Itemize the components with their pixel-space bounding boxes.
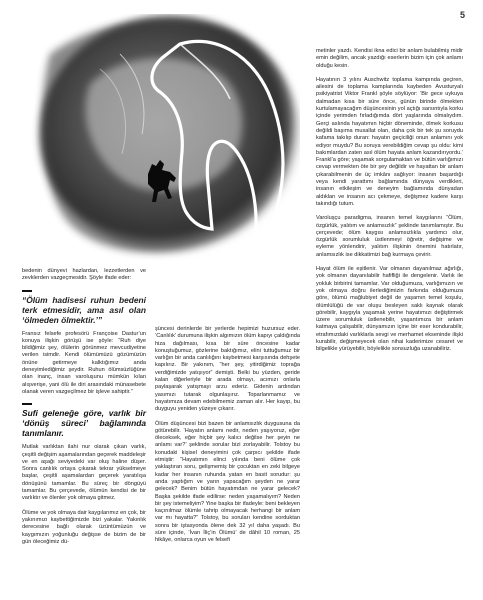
page-number: 5 <box>459 10 465 20</box>
pull-quote-text: Sufi geleneğe göre, varlık bir ‘dönüş süreci’ bağlamında tanımlanır. <box>22 408 146 439</box>
column-right <box>316 48 463 361</box>
pull-quote <box>22 290 146 325</box>
pull-quote <box>22 403 146 438</box>
horse-silhouette-illustration <box>30 14 300 262</box>
paragraph: bedenin dünyevi hazlardan, lezzetlerden ve zevklerden vazgeçmesidir. Şöyle ifade eder: <box>22 268 146 282</box>
quote-bar <box>22 290 32 292</box>
pull-quote-text: “Ölüm hadisesi ruhun bedeni terk etmesidir, ama asıl olan ‘ölmeden ölmektir.’” <box>22 294 146 325</box>
paragraph: Ölüm düşüncesi bizi bazen bir anlamsızlık duygusuna da götürebilir. ‘Hayatın anlamı nedir, neden yaşıyoruz, eğer öleceksek, eğer hiçbir şey kalıcı değilse her şeyin ne anlamı var?’ şeklinde sorular bizi zorlayabilir. Tolstoy bu konudaki kişisel deneyimini çok çarpıcı şekilde ifade etmiştir: “Hayatımın elinci yılında beni ölüme çok yaklaştıran soru, gelişmemiş bir çocuktan en zeki bilgeye kadar her insanın ruhunda yatan en basit sorudur: şu anda yaptığım ve yarın yapacağım şeyden ne yarar gelecek? Benim bütün hayatımdan ne yarar gelecek? Başka şekilde ifade edilirse: neden yaşamalıyım? Neden bir şey istemeliyim? Yine başka bir ifadeyle: beni bekleyen kaçınılmaz ölümle tahrip olmayacak herhangi bir anlam var mı hayatta?” Tolstoy, bu soruları kendine sorduktan sonra bir iştasyonda ölene dek 32 yıl daha yaşadı. Bu süre içinde, ‘İvan İliç’in Ölümü’ de dâhil 10 roman, 25 hikâye, onlarca oyun ve felsefi <box>155 420 300 544</box>
paragraph: Fransız felsefe profesörü Françoise Dastur’un konuya ilişkin görüşü ise şöyle: “Ruh diye bildiğimiz şey, ölülerin görünmez mevcudiyetine verilen isimdir. Kendi ölümümüzü gözümüzün önüne getirmeye kalktığımız anda deneyimlediğimiz şeydir. Ruhun ölümsüzlüğüne olan inanç, insan varoluşunu mümkün kılan alışverişe, yani ölü ile diri arasındaki münasebete olanak veren vazgeçilmez bir işleve sahiptir.” <box>22 330 146 395</box>
paragraph: Hayatının 3 yılını Auschwitz toplama kampında geçiren, ailesini de toplama kamplarında kaybeden Avusturyalı psikiyatrist Viktor Frankl şöyle söylüyor: ‘Bir gece uykuya dalmadan kısa bir süre önce, günün birinde ölmekten kurtulamayacağım düşüncesinin yol açtığı sarsıntıyla korku içinde yerimden fırladığımda dört yaşlarında olmalıydım. Gerçi aslında hayatımın hiçbir döneminde, ölmek korkusu değildi başıma musallat olan, daha çok bir tek şu soruydu kafama takılıp duran: hayatın geçiciliği onun anlamını yok ediyor muydu? Bu soruya verebildiğim cevap şu oldu: kimi bakımlardan zaten asıl ölüm hayata anlam kazandırıyordu.’ Frankl’a göre; yaşamak sorgulamaktan ve bütün varlığımızı cevap vermekten öte bir şey değildir ve hayattan bir anlam çıkarabilmenin de üç imkânı sağlıyor: insanın başardığı veya kendi yarattımı bağlamında dünyaya verdikleri, insanın etkileşim ve deneyim bağlamında dünyadan aldıkları ve insanın acı çekmeye, değişmez kadere karşı takındığı tutum. <box>316 76 463 207</box>
paragraph: Mutlak varlıktan ilahi nur olarak çıkan varlık, çeşitli değişim aşamalarından geçerek maddeleşir ve en aşağı seviyedeki var oluş haline düşer. Sonra canlılık ortaya çıkarak tekrar yükselmeye başlar, çeşitli aşamalardan geçerek yaratılışa dönüşünü tamamlar. Bu süreç bir döngüyü tamamlar. Bu çerçevede, ölümün kendisi de bir varlıktır ve ölenler yok olmaya gitmez. <box>22 444 146 502</box>
paragraph: Ölüme ve yok olmaya dair kaygılarımız en çok, bir yakınımızı kaybettiğimizde bizi yakalar. Yakınlık derecesine bağlı olarak üzüntümüzün ve kaygımızın yoğunluğu değişse de bizim de bir gün öleceğimiz dü- <box>22 509 146 545</box>
paragraph: Hayat ölüm ile eşitlenir. Var olmanın dayanılmaz ağırlığı, yok olmanın dayanılabilir hafifliği ile dengelenir. Varlık ile yokluk birbirini tamamlar. Var olduğumuza, varlığımızın ve yok olmaya doğru ilerlediğimizin farkında olduğumuza göre, ölümü mağlubiyet değil de yaşamın temel koşulu, ölümlülüğü de var oluşu besleyen saklı kaynak olarak görebilir, kaygıyla yaşamak yerine hayatımızı değiştirmek üzere sorumluluk üstlenebilir, yaşantımıza bir anlam katmaya çalışabilir, dünyamızın içine bir eser kondurabilir, etrafımızdaki varlıklarla sevgi ve merhamet ekseninde ilişki kurabilir, değişmeyecek olan nihai kaderimize cesaret ve bilgelikle yürüyebilir, böylelikle sonsuzluğa uzanabiliriz. <box>316 266 463 353</box>
column-left <box>22 268 146 553</box>
paragraph: şüncesi derinlerde bir yerlerde hepimizi huzursuz eder. ‘Canlılık’ durumuna ilişkin algımızın ölüm kapıyı çaldığında hiza dağılması, kısa bir süre öncesine kadar konuştuğumuz, gözlerine baktığımız, elini tuttuğumuz bir varlığın bir anda canlılığını kaybetmesi karşısında dehşete kapılırız. Bir yakınım, “her şey, yitirdiğimiz toprağa verdiğimizde yatışıyor” demişti. Belki bu yüzden, geride kalan diğerleriyle bir arada olmayı, acımızı onlarla paylaşarak yatışmayı arzu ederiz. Gidenin ardından yasımızı tutarak olgunlaşırız. Toparlanmamız ve hayatımıza devam edebilmemiz zaman alır. Her kayıp, bu duyguyu yeniden yüzeye çıkarır. <box>155 326 300 413</box>
paragraph: metinler yazdı. Kendisi ikna edici bir anlam bulabilmiş midir emin değilim, ancak yazdığı eserlerin bizim için çok anlamı olduğu kesin. <box>316 48 463 69</box>
quote-bar <box>22 403 32 405</box>
paragraph: Varoluşçu paradigma, insanın temel kaygılarını “Ölüm, özgürlük, yalıtım ve anlamsızlık” şeklinde tanımlamıştır. Bu çerçevede; ölüm kaygısı anlamsızlıkla yardımcı olur, özgürlük sorumluluk üstlenmeyi öğretir, değişime ve eylemе yönlendirir, yalıtım ilişkinin önemini hatırlatır, anlamsızlık ise dikkatimizi bağ kurmaya çevirir. <box>316 215 463 258</box>
column-middle <box>155 326 300 552</box>
